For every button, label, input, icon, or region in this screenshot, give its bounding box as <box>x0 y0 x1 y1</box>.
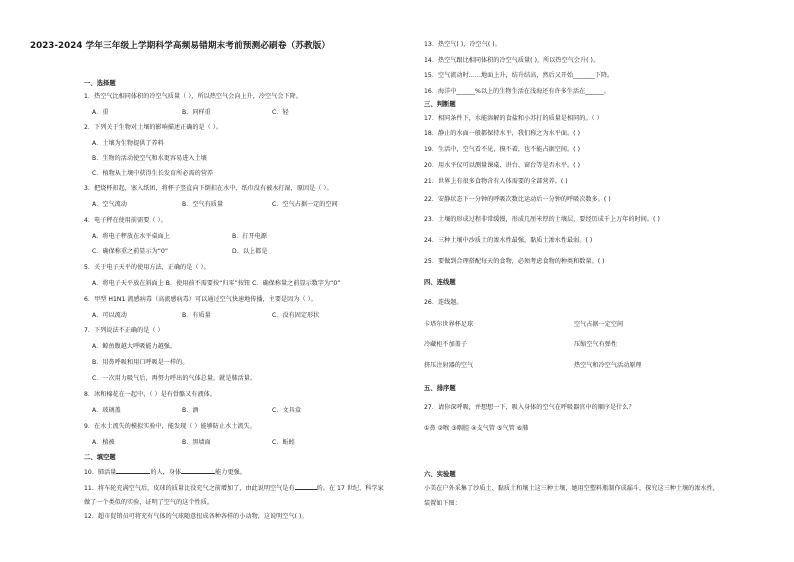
question-11-line-2: 做了一个类似的实验，证明了空气的这个性质。 <box>84 499 214 506</box>
question-23: 23．土壤的形成过程非常缓慢，形成几厘米厚的土壤层，要经历成千上万年的时间。( ) <box>424 216 660 223</box>
question-1-options: A．重 B．同样重 C．轻 <box>92 109 289 116</box>
question-17: 17．相同条件下，水能溶解的食盐和小苏打的质量是相同的。（ ） <box>424 115 603 122</box>
paper-title: 2023-2024 学年三年级上学期科学高频易错期末考前预测必刷卷（苏教版） <box>30 41 331 51</box>
question-5: 5．关于电子天平的使用方法，正确的是（ ）。 <box>84 264 210 271</box>
question-7: 7．下列说法不正确的是（ ） <box>84 327 164 334</box>
question-28-line-2: 装置如下图： <box>424 500 461 507</box>
question-9-options: A．植被 B．黑墙面 C．蚯蚓 <box>92 439 295 446</box>
question-3: 3．把烧杯扣起，塞入纸团，将杯子竖直向下倒扣在水中，纸巾没有被水打湿，原因是（ ）。 <box>84 185 333 192</box>
question-26: 26．连线题。 <box>424 299 463 306</box>
question-6-options: A．可以流动 B．有质量 C．没有固定形状 <box>92 312 320 319</box>
question-4-options-cd: C．确保称重之前显示为“0” D．以上都是 <box>92 248 268 255</box>
question-3-options: A．空气流动 B．空气有质量 C．空气占据一定的空间 <box>92 201 338 208</box>
match-row-3: 挤压注射器的空气 热空气和冷空气活动原理 <box>424 362 642 369</box>
question-19: 19．生活中，空气看不见，摸不着，也不能占据空间。( ) <box>424 146 581 153</box>
question-10: 10．肺活量 的人，身体 能力更强。 <box>84 469 246 476</box>
question-2-option-a: A．土壤为生物提供了养料 <box>92 140 164 147</box>
question-7-option-a: A．鲸鱼腹越大呼吸能力越强。 <box>92 343 177 350</box>
question-21: 21．世界上有很多食物含有人体需要的全部营养。( ) <box>424 178 568 185</box>
question-9: 9．在水土流失的模拟实验中，能发现（ ）能够防止水土流失。 <box>84 423 256 430</box>
question-14: 14．热空气跟比相同体积的冷空气质量( )，所以热空气会升( )。 <box>424 57 600 64</box>
section-choice: 一、选择题 <box>84 80 116 87</box>
section-experiment: 六、实验题 <box>424 471 456 478</box>
question-28-line-1: 小美在户外采集了沙质土、黏质土和壤土这三种土壤，她用空塑料瓶制作成漏斗，探究这三种土壤的渗水性， <box>424 485 719 492</box>
question-4: 4．电子秤在使用前需要（ ）。 <box>84 217 167 224</box>
question-7-option-c: C．一次用力吸气后，再努力呼出的气体总量，就是肺活量。 <box>92 375 257 382</box>
question-7-option-b: B．用鼻呼吸和用口呼吸是一样的。 <box>92 359 189 366</box>
question-15: 15．空气流动时……地面上升，结升结高，然后又开始_______下降。 <box>424 72 614 79</box>
question-8-options: A．玻璃盖 B．酒 C．文具盒 <box>92 407 301 414</box>
question-4-options-ab: A．将电子秤放在水平桌面上 B．打开电源 <box>92 233 267 240</box>
question-12: 12．超市促销员可将充有气体的气球随意扭成各种各样的小动物，这说明空气( )。 <box>84 513 308 520</box>
question-2-option-b: B．生物的活动使空气和水更容易进入土壤 <box>92 155 207 162</box>
question-2: 2．下列关于生物对土壤的影响描述正确的是（ ）。 <box>84 124 223 131</box>
question-6: 6．甲型 H1N1 流感病毒（高流感病毒）可以通过空气快速地传播，主要是因为（ ）。 <box>84 296 317 303</box>
section-fill-blank: 二、填空题 <box>84 454 116 461</box>
section-matching: 四、连线题 <box>424 279 456 286</box>
question-24: 24．三种土壤中沙质土的渗水性最强，黏质土渗水性最弱。( ) <box>424 237 593 244</box>
left-column <box>84 0 404 562</box>
section-judge: 三、判断题 <box>424 101 456 108</box>
question-1: 1．热空气比相同体积的冷空气质量（ ），所以热空气会向上升，冷空气会下降。 <box>84 93 302 100</box>
question-20: 20．用水平仪可以测量课桌、讲台、窗台等是否水平。( ) <box>424 162 581 169</box>
question-5-options: A．将电子天平放在斜面上 B．使用前不需要按“归零”按钮 C．确保称量之前显示数字为“0” <box>92 280 341 287</box>
match-row-1: 卡塔尔世界杯足球 空气占据一定空间 <box>424 321 624 328</box>
question-25: 25．要做到合理搭配每天的食物，必须考虑食物的种类和数量。( ) <box>424 258 605 265</box>
question-22: 22．安静状态下一分钟的呼吸次数比运动后一分钟的呼吸次数多。( ) <box>424 196 611 203</box>
question-18: 18．静止的水面一般都保持水平，我们称之为水平面。( ) <box>424 130 581 137</box>
match-row-2: 冷藏柜不加盖子 压缩空气有弹性 <box>424 341 618 348</box>
question-13: 13．热空气( )，冷空气( )。 <box>424 41 501 48</box>
question-8: 8．冰和棉花在一起中，（ ）是有骨骼又有液体。 <box>84 391 216 398</box>
question-2-option-c: C．植物从土壤中获得生长发育所必需的营养 <box>92 170 214 177</box>
question-16: 16．海洋中______%以上的生物生活在浅海还有许多生活在______。 <box>424 88 611 95</box>
right-column <box>424 0 770 562</box>
question-11-line-1: 11．将车轮充满空气后，皮球的质量比没充气之前增加了，由此说明空气是有 的。在 17 世纪，科学家 <box>84 485 384 492</box>
question-27-order: ①鼻 ②喉 ③咽腔 ④支气管 ⑤气管 ⑥肺 <box>424 425 529 432</box>
section-ordering: 五、排序题 <box>424 385 456 392</box>
question-27: 27．请你深呼吸，并想想一下，吸入身体的空气在呼吸器官中的顺序是什么？ <box>424 404 635 411</box>
